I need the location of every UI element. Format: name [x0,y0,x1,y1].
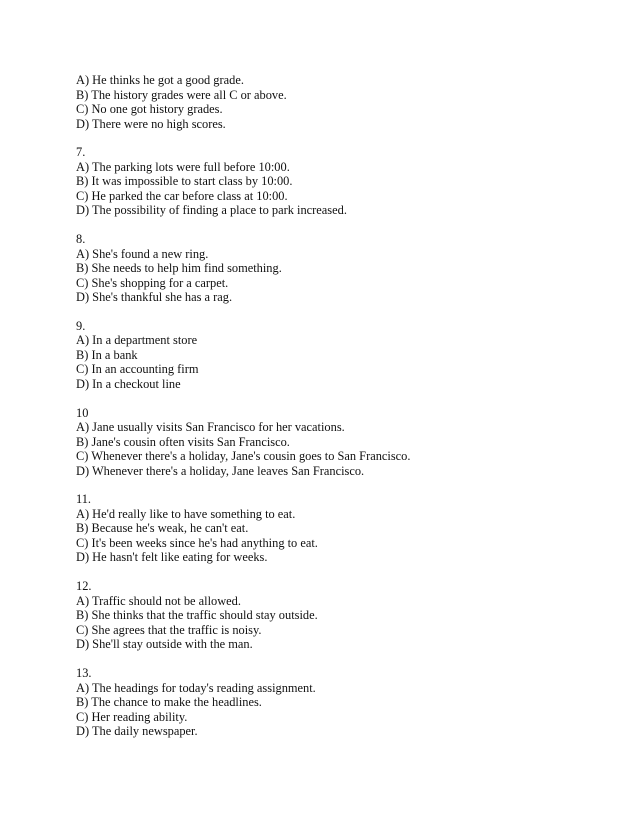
option-b: B) The history grades were all C or above. [76,87,287,102]
option-c: C) In an accounting firm [76,362,199,377]
question-6-block [76,73,616,131]
option-b: B) The chance to make the headlines. [76,695,262,710]
option-b: B) She needs to help him find something. [76,261,282,276]
option-a: A) Traffic should not be allowed. [76,593,241,608]
question-number: 13. [76,666,92,681]
option-a: A) The parking lots were full before 10:00. [76,159,290,174]
question-number: 12. [76,579,92,594]
option-d: D) There were no high scores. [76,116,226,131]
option-a: A) He'd really like to have something to eat. [76,506,296,521]
question-number: 10 [76,405,89,420]
question-number: 7. [76,145,86,160]
option-b: B) She thinks that the traffic should stay outside. [76,608,318,623]
document-page [76,73,616,753]
question-number: 8. [76,232,86,247]
option-d: D) The possibility of finding a place to park increased. [76,203,347,218]
option-c: C) Her reading ability. [76,709,188,724]
option-a: A) She's found a new ring. [76,246,209,261]
option-c: C) She agrees that the traffic is noisy. [76,622,262,637]
option-c: C) She's shopping for a carpet. [76,275,229,290]
option-d: D) The daily newspaper. [76,724,198,739]
option-c: C) No one got history grades. [76,102,223,116]
question-10-block [76,406,616,479]
option-c: C) Whenever there's a holiday, Jane's cousin goes to San Francisco. [76,449,411,464]
option-a: A) He thinks he got a good grade. [76,73,244,87]
option-d: D) She's thankful she has a rag. [76,290,233,305]
option-b: B) In a bank [76,347,138,362]
option-b: B) Because he's weak, he can't eat. [76,521,249,536]
option-d: D) She'll stay outside with the man. [76,637,253,652]
option-a: A) The headings for today's reading assignment. [76,680,316,695]
question-12-block [76,579,616,652]
question-11-block [76,492,616,565]
question-7-block [76,145,616,218]
question-number: 9. [76,318,86,333]
option-c: C) He parked the car before class at 10:00. [76,188,288,203]
question-13-block [76,666,616,739]
option-d: D) He hasn't felt like eating for weeks. [76,550,268,565]
option-d: D) In a checkout line [76,376,181,391]
option-d: D) Whenever there's a holiday, Jane leaves San Francisco. [76,463,365,478]
question-number: 11. [76,492,92,507]
question-9-block [76,319,616,392]
option-a: A) In a department store [76,333,198,348]
option-a: A) Jane usually visits San Francisco for her vacations. [76,420,345,435]
option-c: C) It's been weeks since he's had anything to eat. [76,535,318,550]
option-b: B) It was impossible to start class by 10:00. [76,174,293,189]
option-b: B) Jane's cousin often visits San Francisco. [76,434,290,449]
question-8-block [76,232,616,305]
